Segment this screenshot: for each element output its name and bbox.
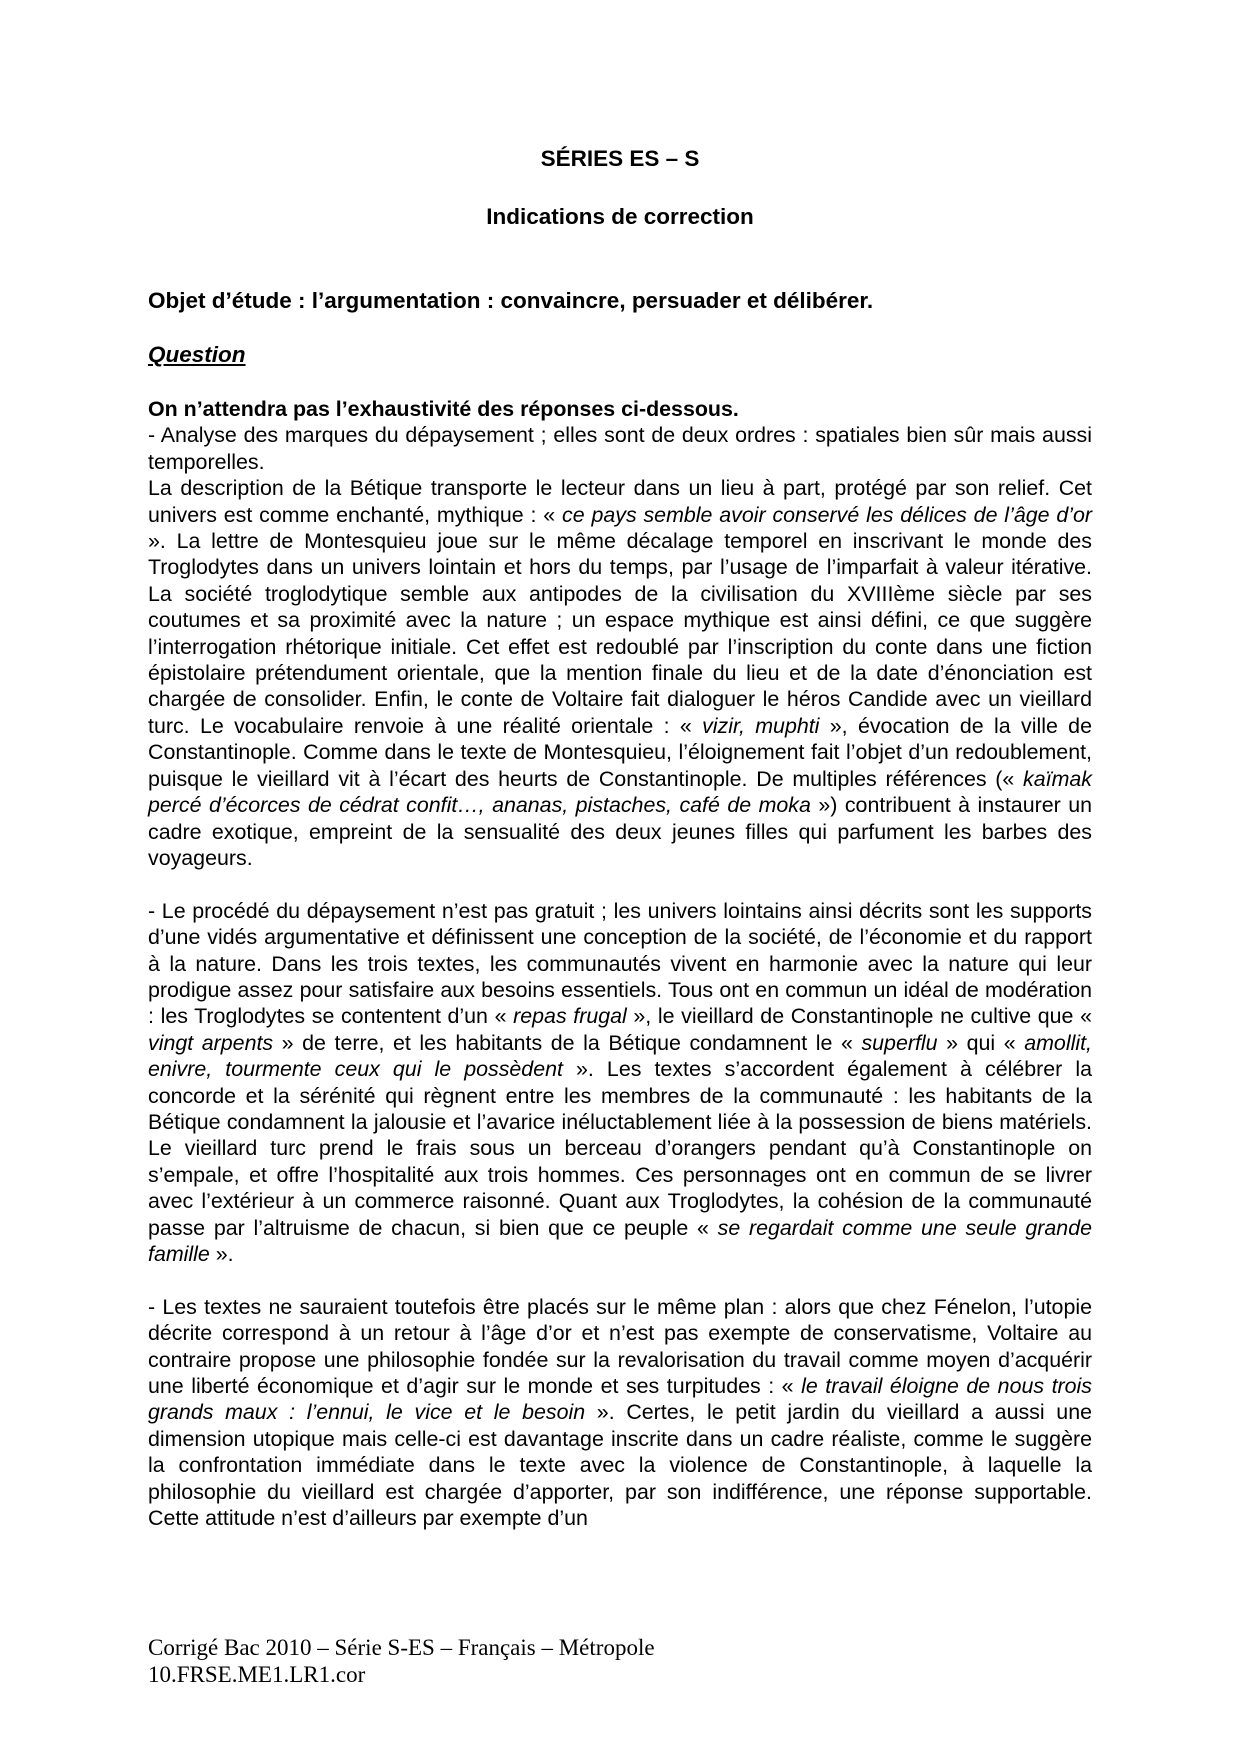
footer-line-1: Corrigé Bac 2010 – Série S-ES – Français – Métropole [148,1635,655,1660]
paragraph-1: - Analyse des marques du dépaysement ; elles sont de deux ordres : spatiales bien sûr mais aussi temporelles. [148,423,1092,474]
series-heading: SÉRIES ES – S [540,146,700,171]
subtitle-heading: Indications de correction [486,204,754,229]
question-label: Question [148,342,246,367]
page-footer [148,1634,1108,1688]
intro-note: On n’attendra pas l’exhaustivité des réponses ci-dessous. [148,397,739,421]
footer-line-2: 10.FRSE.ME1.LR1.cor [148,1662,366,1687]
objet-etude: Objet d’étude : l’argumentation : convaincre, persuader et délibérer. [148,288,874,313]
answer-body [148,396,1092,1531]
paragraph-4: - Les textes ne sauraient toutefois être placés sur le même plan : alors que chez Fénelon, l’utopie décrite correspond à un retour à l’âge d’or et n’est pas exempte de conservatisme, Voltaire au contraire propose une philosophie fondée sur la revalorisation du travail comme moyen d’acquérir une liberté économique et d’agir sur le monde et ses turpitudes : « le travail éloigne de nous trois grands maux : l’ennui, le vice et le besoin ». Certes, le petit jardin du vieillard a aussi une dimension utopique mais celle-ci est davantage inscrite dans un cadre réaliste, comme le suggère la confrontation immédiate dans le texte avec la violence de Constantinople, à laquelle la philosophie du vieillard est chargée d’apporter, par son indifférence, une réponse supportable. Cette attitude n’est d’ailleurs par exempte d’un [148,1294,1092,1531]
paragraph-3: - Le procédé du dépaysement n’est pas gratuit ; les univers lointains ainsi décrits sont les supports d’une vidés argumentative et définissent une conception de la société, de l’économie et du rapport à la nature. Dans les trois textes, les communautés vivent en harmonie avec la nature qui leur prodigue assez pour satisfaire aux besoins essentiels. Tous ont en commun un idéal de modération : les Troglodytes se contentent d’un « repas frugal », le vieillard de Constantinople ne cultive que « vingt arpents » de terre, et les habitants de la Bétique condamnent le « superflu » qui « amollit, enivre, tourmente ceux qui le possèdent ». Les textes s’accordent également à célébrer la concorde et la sérénité qui règnent entre les membres de la communauté : les habitants de la Bétique condamnent la jalousie et l’avarice inéluctablement liée à la possession de biens matériels. Le vieillard turc prend le frais sous un berceau d’orangers pendant qu’à Constantinople on s’empale, et offre l’hospitalité aux trois hommes. Ces personnages ont en commun de se livrer avec l’extérieur à un commerce raisonné. Quant aux Troglodytes, la cohésion de la communauté passe par l’altruisme de chacun, si bien que ce peuple « se regardait comme une seule grande famille ». [148,898,1092,1266]
paragraph-2: La description de la Bétique transporte le lecteur dans un lieu à part, protégé par son relief. Cet univers est comme enchanté, mythique : « ce pays semble avoir conservé les délices de l’âge d’or ». La lettre de Montesquieu joue sur le même décalage temporel en inscrivant le monde des Troglodytes dans un univers lointain et hors du temps, par l’usage de l’imparfait à valeur itérative. La société troglodytique semble aux antipodes de la civilisation du XVIIIème siècle par ses coutumes et sa proximité avec la nature ; un espace mythique est ainsi défini, ce que suggère l’interrogation rhétorique initiale. Cet effet est redoublé par l’inscription du conte dans une fiction épistolaire prétendument orientale, que la mention finale du lieu et de la date d’énonciation est chargée de consolider. Enfin, le conte de Voltaire fait dialoguer le héros Candide avec un vieillard turc. Le vocabulaire renvoie à une réalité orientale : « vizir, muphti », évocation de la ville de Constantinople. Comme dans le texte de Montesquieu, l’éloignement fait l’objet d’un redoublement, puisque le vieillard vit à l’écart des heurts de Constantinople. De multiples références (« kaïmak percé d’écorces de cédrat confit…, ananas, pistaches, café de moka ») contribuent à instaurer un cadre exotique, empreint de la sensualité des deux jeunes filles qui parfument les barbes des voyageurs. [148,476,1093,870]
